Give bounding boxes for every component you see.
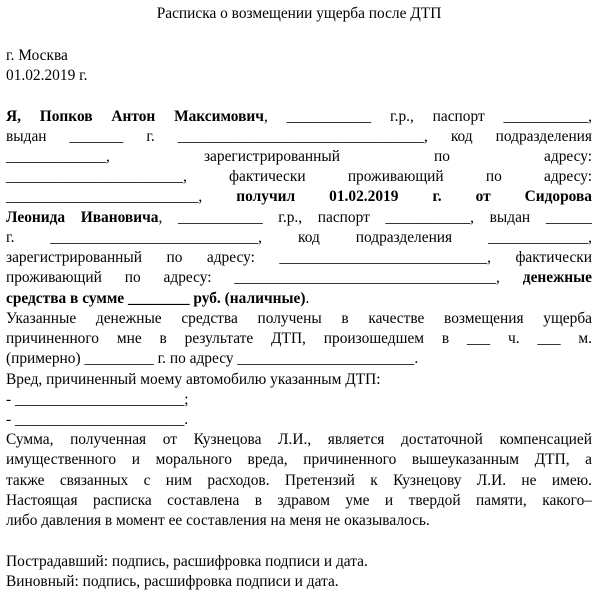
body-line: Сумма, полученная от Кузнецова Л.И., является достаточной компенсацией xyxy=(6,431,592,448)
body-line: Указанные денежные средства получены в качестве возмещения ущерба xyxy=(6,310,592,327)
body-line: зарегистрированный по адресу: ___________________________, фактически xyxy=(6,249,592,266)
culprit-signature-line: Виновный: подпись, расшифровка подписи и дата. xyxy=(6,573,339,590)
body-line: проживающий по адресу: __________________________________, денежные xyxy=(6,269,592,286)
body-line: Я, Попков Антон Максимович, ___________ г.р., паспорт ___________, xyxy=(6,108,593,125)
body-line: Настоящая расписка составлена в здравом уме и твердой памяти, какого– xyxy=(6,492,592,509)
body-line: г. ___________________________, код подразделения _____________, xyxy=(6,229,592,246)
body-line: выдан _______ г. ________________________________, код подразделения xyxy=(6,128,592,145)
body-line: причиненного мне в результате ДТП, произошедшем в ___ ч. ___ м. xyxy=(6,330,592,347)
body-line: средства в сумме ________ руб. (наличные). xyxy=(6,290,310,307)
body-line: _______________________, фактически проживающий по адресу: xyxy=(6,168,592,185)
city-line: г. Москва xyxy=(6,47,68,64)
body-line: Вред, причиненный моему автомобилю указанным ДТП: xyxy=(6,371,381,388)
body-line: имущественного и морального вреда, причиненного вышеуказанным ДТП, а xyxy=(6,451,592,468)
body-line: также связанных с ним расходов. Претензий к Кузнецову Л.И. не имею. xyxy=(6,472,592,489)
body-line: _____________, зарегистрированный по адресу: xyxy=(6,148,592,165)
body-line: Леонида Ивановича, ___________ г.р., паспорт ___________, выдан ______ xyxy=(6,209,592,226)
document-title: Расписка о возмещении ущерба после ДТП xyxy=(156,5,442,22)
body-line: (примерно) _________ г. по адресу _______________________. xyxy=(6,350,419,367)
body-line: _________________________, получил 01.02.2019 г. от Сидорова xyxy=(6,188,593,205)
body-line: либо давления в момент ее составления на меня не оказывалось. xyxy=(6,512,430,529)
victim-signature-line: Пострадавший: подпись, расшифровка подписи и дата. xyxy=(6,553,368,570)
body-line: - ______________________. xyxy=(6,411,189,428)
date-line: 01.02.2019 г. xyxy=(6,67,88,84)
body-line: - ______________________; xyxy=(6,391,189,408)
